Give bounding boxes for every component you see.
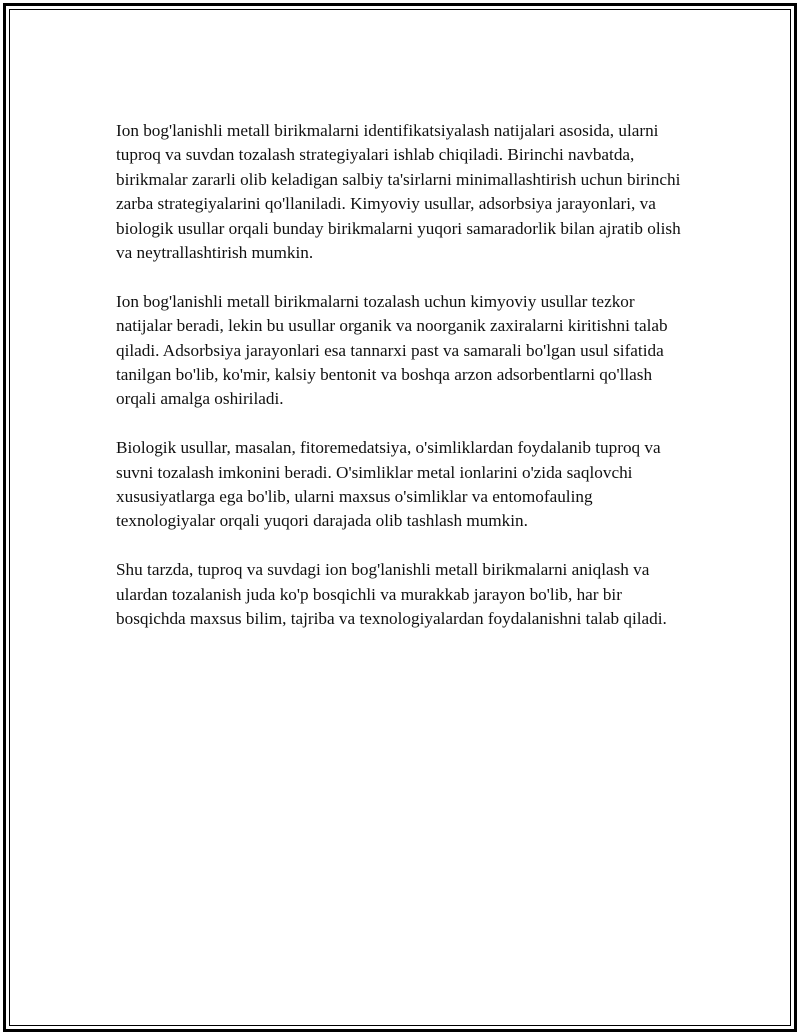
document-page bbox=[3, 3, 797, 1032]
document-body bbox=[116, 119, 691, 656]
paragraph-3: Biologik usullar, masalan, fitoremedatsiya, o'simliklardan foydalanib tuproq va suvni tozalash imkonini beradi. O'simliklar metal ionlarini o'zida saqlovchi xususiyatlarga ega bo'lib, ularni maxsus o'simliklar va entomofauling texnologiyalar orqali yuqori darajada olib tashlash mumkin. bbox=[116, 438, 661, 531]
paragraph-1: Ion bog'lanishli metall birikmalarni identifikatsiyalash natijalari asosida, ularni tuproq va suvdan tozalash strategiyalari ishlab chiqiladi. Birinchi navbatda, birikmalar zararli olib keladigan salbiy ta'sirlarni minimallashtirish uchun birinchi zarba strategiyalarini qo'llaniladi. Kimyoviy usullar, adsorbsiya jarayonlari, va biologik usullar orqali bunday birikmalarni yuqori samaradorlik bilan ajratib olish va neytrallashtirish mumkin. bbox=[116, 121, 681, 263]
paragraph-4: Shu tarzda, tuproq va suvdagi ion bog'lanishli metall birikmalarni aniqlash va ulardan tozalanish juda ko'p bosqichli va murakkab jarayon bo'lib, har bir bosqichda maxsus bilim, tajriba va texnologiyalardan foydalanishni talab qiladi. bbox=[116, 560, 667, 629]
paragraph-2: Ion bog'lanishli metall birikmalarni tozalash uchun kimyoviy usullar tezkor natijalar beradi, lekin bu usullar organik va noorganik zaxiralarni kiritishni talab qiladi. Adsorbsiya jarayonlari esa tannarxi past va samarali bo'lgan usul sifatida tanilgan bo'lib, ko'mir, kalsiy bentonit va boshqa arzon adsorbentlarni qo'llash orqali amalga oshiriladi. bbox=[116, 291, 668, 409]
